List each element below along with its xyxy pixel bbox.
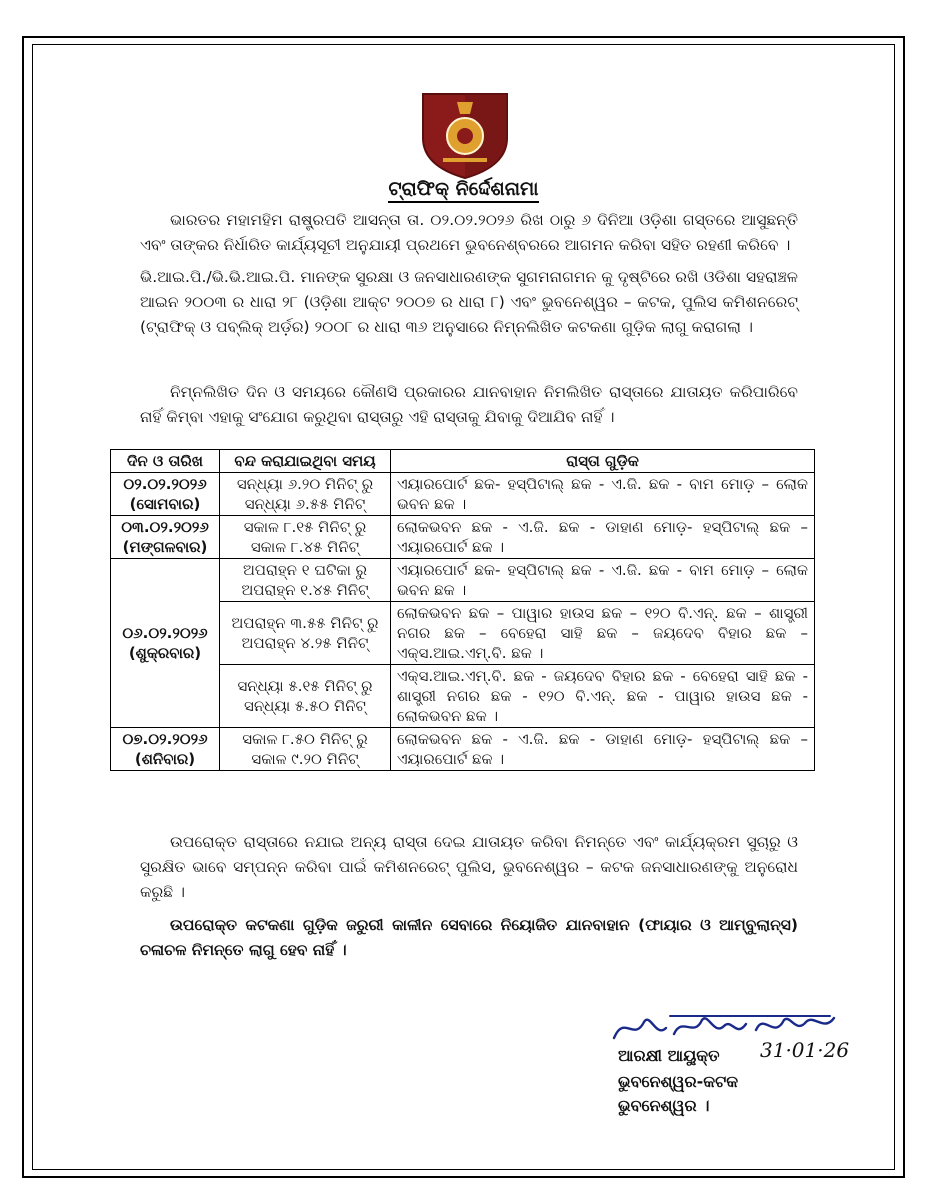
date-value: ୦୩.୦୨.୨୦୨୬	[121, 518, 209, 536]
time-cell: ସନ୍ଧ୍ୟା ୬.୨୦ ମିନିଟ୍ ରୁ ସନ୍ଧ୍ୟା ୬.୫୫ ମିନିଟ୍	[220, 473, 391, 516]
legal-basis-paragraph: ଭି.ଆଇ.ପି./ଭି.ଭି.ଆଇ.ପି. ମାନଙ୍କ ସୁରକ୍ଷା ଓ ଜନସାଧାରଣଙ୍କ ସୁଗମନାଗମନ କୁ ଦୃଷ୍ଟିରେ ରଖି ଓଡିଶା ସହରାଞ୍ଚଳ ଆଇନ ୨୦୦୩ ର ଧାରା ୨୮ (ଓଡ଼ିଶା ଆକ୍ଟ ୨୦୦୭ ର ଧାରା ୮) ଏବଂ ଭୁବନେଶ୍ୱର – କଟକ, ପୁଲିସ କମିଶନରେଟ୍ (ଟ୍ରାଫିକ୍ ଓ ପବ୍ଲିକ୍ ଅର୍ଡ଼ର) ୨୦୦୮ ର ଧାରା ୩୬ ଅନୁସାରେ ନିମ୍ନଲିଖିତ କଟକଣା ଗୁଡ଼ିକ ଲାଗୁ କରାଗଲା ।	[140, 268, 798, 336]
police-emblem-icon	[415, 86, 515, 182]
day-value: (ଶୁକ୍ରବାର)	[128, 644, 202, 662]
intro-paragraph: ଭାରତର ମହାମହିମ ରାଷ୍ଟ୍ରପତି ଆସନ୍ତା ତା. ୦୨.୦୨.୨୦୨୬ ରିଖ ଠାରୁ ୬ ଦିନିଆ ଓଡ଼ିଶା ଗସ୍ତରେ ଆସୁଛନ୍ତି ଏବଂ ତାଙ୍କର ନିର୍ଧାରିତ କାର୍ଯ୍ୟସୂଚୀ ଅନୁଯାୟୀ ପ୍ରଥମେ ଭୁବନେଶ୍ବରରେ ଆଗମନ କରିବା ସହିତ ରହଣୀ କରିବେ ।	[140, 211, 798, 254]
date-cell	[111, 516, 220, 559]
date-value: ୦୭.୦୨.୨୦୨୬	[122, 730, 208, 748]
road-cell: ଏୟାରପୋର୍ଟ ଛକ- ହସ୍ପିଟାଲ୍ ଛକ - ଏ.ଜି. ଛକ - ବାମ ମୋଡ଼ – ଲୋକ ଭବନ ଛକ ।	[391, 559, 815, 602]
date-cell	[111, 473, 220, 516]
header-date: ଦିନ ଓ ତାରିଖ	[111, 450, 220, 473]
road-cell: ଲୋକଭବନ ଛକ - ଏ.ଜି. ଛକ - ଡାହାଣ ମୋଡ଼- ହସ୍ପିଟାଲ୍ ଛକ – ଏୟାରପୋର୍ଟ ଛକ ।	[391, 516, 815, 559]
restriction-paragraph: ନିମ୍ନଲିଖିତ ଦିନ ଓ ସମୟରେ କୌଣସି ପ୍ରକାରର ଯାନବାହାନ ନିମଲିଖିତ ରାସ୍ତାରେ ଯାତାୟତ କରିପାରିବେ ନାହିଁ କିମ୍ବା ଏହାକୁ ସଂଯୋଗ କରୁଥିବା ରାସ୍ତାରୁ ଏହି ରାସ୍ତାକୁ ଯିବାକୁ ଦିଆଯିବ ନାହିଁ ।	[140, 383, 798, 426]
time-cell: ସନ୍ଧ୍ୟା ୫.୧୫ ମିନିଟ୍ ରୁ ସନ୍ଧ୍ୟା ୫.୫୦ ମିନିଟ୍	[220, 665, 391, 728]
date-cell	[111, 728, 220, 771]
date-value: ୦୨.୦୨.୨୦୨୬	[123, 475, 207, 493]
header-roads: ରାସ୍ତା ଗୁଡ଼ିକ	[391, 450, 815, 473]
route-restriction-table	[110, 449, 815, 771]
day-value: (ମଙ୍ଗଳବାର)	[122, 538, 208, 556]
exemption-paragraph: ଉପରୋକ୍ତ କଟକଣା ଗୁଡ଼ିକ ଜରୁରୀ କାଳୀନ ସେବାରେ ନିୟୋଜିତ ଯାନବାହାନ (ଫାୟାର ଓ ଆମ୍ବୁଲାନ୍ସ) ଚଳାଚଳ ନିମନ୍ତେ ଲାଗୁ ହେବ ନାହିଁ ।	[140, 916, 798, 959]
time-cell: ଅପରାହ୍ନ ୩.୫୫ ମିନିଟ୍ ରୁ ଅପରାହ୍ନ ୪.୨୫ ମିନିଟ୍	[220, 602, 391, 665]
table-row	[111, 516, 815, 559]
date-cell	[111, 559, 220, 728]
road-cell: ଲୋକଭବନ ଛକ - ଏ.ଜି. ଛକ - ଡାହାଣ ମୋଡ଼- ହସ୍ପିଟାଲ୍ ଛକ – ଏୟାରପୋର୍ଟ ଛକ ।	[391, 728, 815, 771]
document-title: ଟ୍ରାଫିକ୍ ନିର୍ଦ୍ଦେଶନାମା	[0, 178, 927, 200]
table-header-row	[111, 450, 815, 473]
time-cell: ସକାଳ ୮.୫୦ ମିନିଟ୍ ରୁ ସକାଳ ୯.୨୦ ମିନିଟ୍	[220, 728, 391, 771]
date-value: ୦୬.୦୨.୨୦୨୬	[122, 624, 208, 642]
table-row	[111, 559, 815, 602]
road-cell: ଲୋକଭବନ ଛକ – ପାୱାର ହାଉସ ଛକ – ୧୨୦ ବି.ଏନ୍. ଛକ – ଶାସ୍ତ୍ରୀ ନଗର ଛକ – ବେହେରା ସାହି ଛକ – ଜୟଦେବ ବିହାର ଛକ – ଏକ୍ସ.ଆଇ.ଏମ୍.ବି. ଛକ ।	[391, 602, 815, 665]
signature-date: 31·01·26	[760, 1038, 850, 1062]
header-time: ବନ୍ଦ କରାଯାଇଥିବା ସମୟ	[220, 450, 391, 473]
table-row	[111, 728, 815, 771]
time-cell: ସକାଳ ୮.୧୫ ମିନିଟ୍ ରୁ ସକାଳ ୮.୪୫ ମିନିଟ୍	[220, 516, 391, 559]
officer-city: ଭୁବନେଶ୍ୱର ।	[618, 1096, 710, 1115]
road-cell: ଏୟାରପୋର୍ଟ ଛକ- ହସ୍ପିଟାଲ୍ ଛକ - ଏ.ଜି. ଛକ - ବାମ ମୋଡ଼ – ଲୋକ ଭବନ ଛକ ।	[391, 473, 815, 516]
day-value: (ସୋମବାର)	[129, 495, 201, 513]
request-paragraph: ଉପରୋକ୍ତ ରାସ୍ତାରେ ନଯାଇ ଅନ୍ୟ ରାସ୍ତା ଦେଇ ଯାତାୟତ କରିବା ନିମନ୍ତେ ଏବଂ କାର୍ଯ୍ୟକ୍ରମ ସୁଚାରୁ ଓ ସୁରକ୍ଷିତ ଭାବେ ସମ୍ପନ୍ନ କରିବା ପାଇଁ କମିଶନରେଟ୍ ପୁଲିସ, ଭୁବନେଶ୍ୱର – କଟକ ଜନସାଧାରଣଙ୍କୁ ଅନୁରୋଧ କରୁଛି ।	[140, 833, 798, 901]
officer-designation: ଆରକ୍ଷୀ ଆୟୁକ୍ତ	[618, 1046, 720, 1065]
table-row	[111, 473, 815, 516]
road-cell: ଏକ୍ସ.ଆଇ.ଏମ୍.ବି. ଛକ - ଜୟଦେବ ବିହାର ଛକ - ବେହେରା ସାହି ଛକ - ଶାସ୍ତ୍ରୀ ନଗର ଛକ - ୧୨୦ ବି.ଏନ୍. ଛକ - ପାୱାର ହାଉସ ଛକ - ଲୋକଭବନ ଛକ ।	[391, 665, 815, 728]
time-cell: ଅପରାହ୍ନ ୧ ଘଟିକା ରୁ ଅପରାହ୍ନ ୧.୪୫ ମିନିଟ୍	[220, 559, 391, 602]
officer-office: ଭୁବନେଶ୍ୱର-କଟକ	[618, 1072, 739, 1091]
day-value: (ଶନିବାର)	[134, 750, 196, 768]
